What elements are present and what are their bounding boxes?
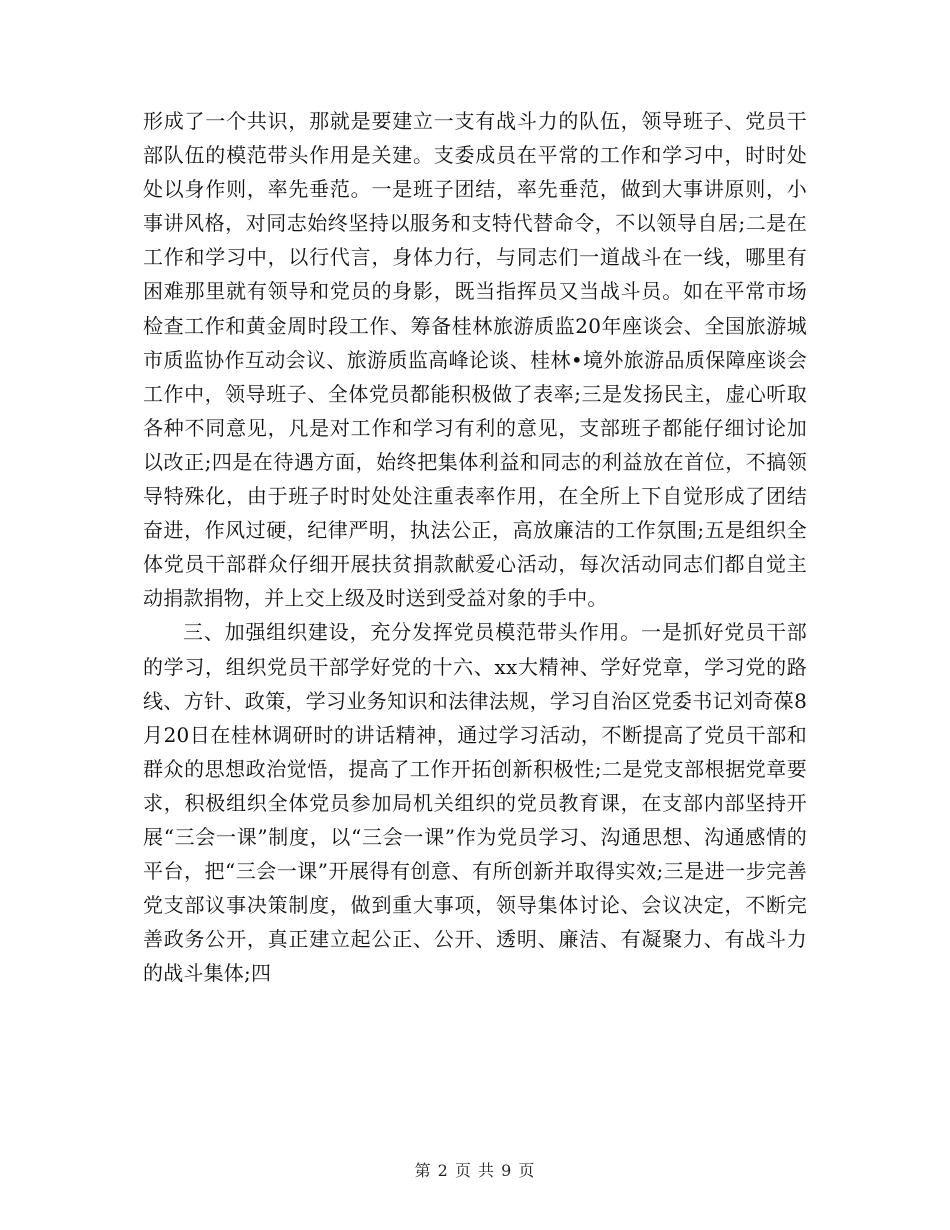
page-number-footer: 第 2 页 共 9 页 (414, 1161, 536, 1180)
body-paragraph-1: 形成了一个共识，那就是要建立一支有战斗力的队伍，领导班子、党员干部队伍的模范带头作用是关建。支委成员在平常的工作和学习中，时时处处以身作则，率先垂范。一是班子团结，率先垂范，做到大事讲原则，小事讲风格，对同志始终坚持以服务和支特代替命令，不以领导自居;二是在工作和学习中，以行代言，身体力行，与同志们一道战斗在一线，哪里有困难那里就有领导和党员的身影，既当指挥员又当战斗员。如在平常市场检查工作和黄金周时段工作、筹备桂林旅游质监20年座谈会、全国旅游城市质监协作互动会议、旅游质监高峰论谈、桂林•境外旅游品质保障座谈会工作中，领导班子、全体党员都能积极做了表率;三是发扬民主，虚心听取各种不同意见，凡是对工作和学习有利的意见，支部班子都能仔细讨论加以改正;四是在待遇方面，始终把集体利益和同志的利益放在首位，不搞领导特殊化，由于班子时时处处注重表率作用，在全所上下自觉形成了团结奋进，作风过硬，纪律严明，执法公正，高放廉洁的工作氛围;五是组织全体党员干部群众仔细开展扶贫捐款献爱心活动，每次活动同志们都自觉主动捐款捐物，并上交上级及时送到受益对象的手中。 (143, 109, 807, 611)
document-body (143, 104, 807, 990)
body-paragraph-2: 三、加强组织建设，充分发挥党员模范带头作用。一是抓好党员干部的学习，组织党员干部学好党的十六、xx大精神、学好党章，学习党的路线、方针、政策，学习业务知识和法律法规，学习自治区党委书记刘奇葆8月20日在桂林调研时的讲话精神，通过学习活动，不断提高了党员干部和群众的思想政治觉悟，提高了工作开拓创新积极性;二是党支部根据党章要求，积极组织全体党员参加局机关组织的党员教育课，在支部内部坚持开展“三会一课”制度，以“三会一课”作为党员学习、沟通思想、沟通感情的平台，把“三会一课”开展得有创意、有所创新并取得实效;三是进一步完善党支部议事决策制度，做到重大事项，领导集体讨论、会议决定，不断完善政务公开，真正建立起公正、公开、透明、廉洁、有凝聚力、有战斗力的战斗集体;四 (143, 620, 807, 986)
